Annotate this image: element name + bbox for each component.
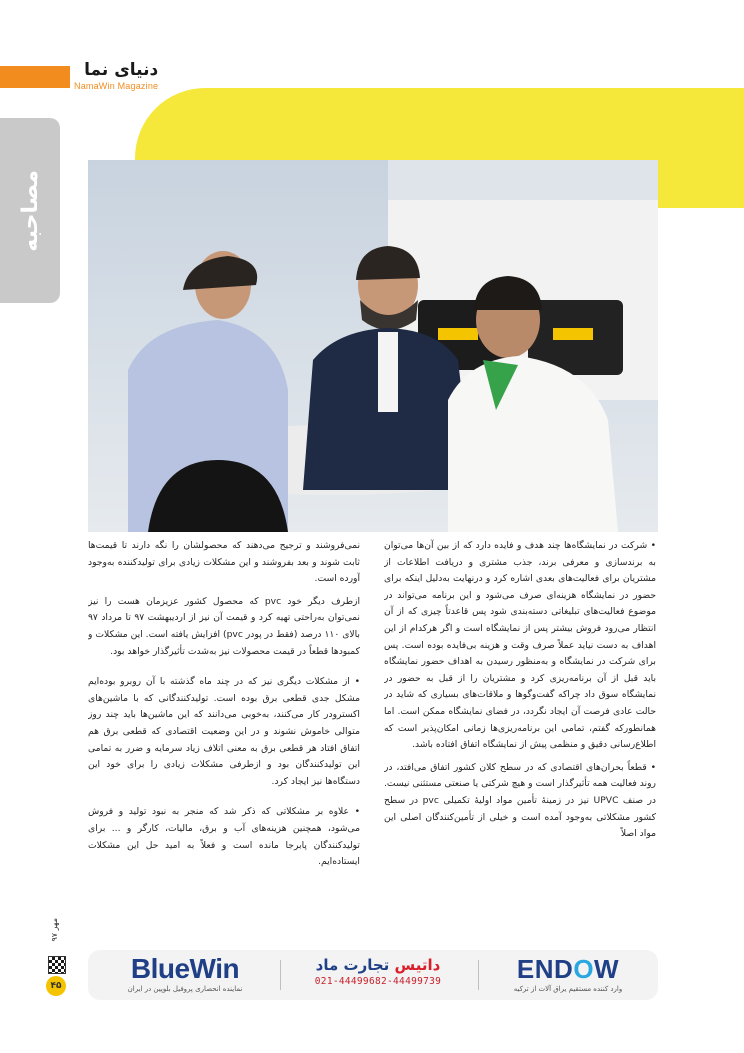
page-number: ۴۵ [46,976,66,996]
endow-logo-right: W [594,954,620,984]
article-paragraph: • از مشکلات دیگری نیز که در چند ماه گذشته با آن روبرو بوده‌ایم مشکل جدی قطعی برق بوده است. تولیدکنندگانی که با ماشین‌های اکسترودر کار می‌کنند، به‌خوبی می‌دانند که این ماشین‌ها باید چند روز متوالی خاموش نشوند و در این وضعیت اقتصادی که قطعی برق هم اتفاق افتاد هر قطعی برق به معنی اتلاف زیاد سرمایه و ضرر به تمامی این تولیدکنندگان بود و ازطرفی مشکلات زیادی را برای خود این دستگاه‌ها نیز ایجاد کرد. [88,676,360,787]
ad-banner[interactable] [88,950,658,1000]
datis-title-blue: تجارت ماد [315,956,390,974]
section-tab-label: مصاحبه [17,169,43,252]
ad-divider [478,960,479,990]
interview-photo [88,160,658,532]
magazine-logo-subtitle: NamaWin Magazine [74,81,159,91]
bluewin-logo: BlueWin [130,953,240,984]
endow-logo [488,954,648,984]
article-paragraph: ازطرف دیگر خود pvc که محصول کشور عزیزمان هست را نیز نمی‌توان به‌راحتی تهیه کرد و قیمت آن نیز از اردیبهشت ۹۷ تا مرداد ۹۷ بالای ۱۱۰ درصد (فقط در پودر pvc) افزایش یافته است. این مشکلات و کمبودها قطعاً در قیمت محصولات نیز به‌شدت تأثیرگذار خواهد بود. [88,595,360,657]
ad-divider [280,960,281,990]
endow-logo-o: O [573,954,595,984]
bluewin-tagline: نماینده انحصاری پروفیل بلوپین در ایران [127,985,243,993]
issue-date: مهر ۹۷ [50,918,59,942]
checkered-flag-icon [48,956,66,974]
ad-bluewin[interactable] [100,954,270,996]
magazine-logo [74,60,158,91]
endow-logo-left: END [516,954,574,984]
datis-title-red: داتیس [394,956,441,974]
article-paragraph: نمی‌فروشند و ترجیح می‌دهند که محصولشان را نگه دارند تا قیمت‌ها ثابت شوند و بعد بفروشند و این مشکلات زیادی برای تولیدکننده به‌وجود آورده است. [88,540,360,585]
endow-tagline: وارد کننده مستقیم یراق آلات از ترکیه [513,985,623,993]
section-tab [0,118,60,303]
article-paragraph: • شرکت در نمایشگاه‌ها چند هدف و فایده دارد که از بین آن‌ها می‌توان به برندسازی و معرفی برند، جذب مشتری و دریافت اطلاعات از مشتریان برای فعالیت‌های بعدی اشاره کرد و درنهایت به‌دلیل اینکه برای حضور در نمایشگاه هزینه‌ای صرف می‌شود و این برنامه می‌تواند در موضوع فعالیت‌های تبلیغاتی دسته‌بندی شود پس قاعدتاً چیزی که از آن انتظار می‌رود فروش بیشتر پس از نمایشگاه است و اگر هرکدام از این اهداف به دست نیاید عملاً صرف وقت و هزینه بی‌فایده بوده است. پس برای شرکت در نمایشگاه و به‌منظور رسیدن به اهداف حضور نمایشگاه باید قبل از آن برنامه‌ریزی کرد و مشتریان را از قبل به حضور در نمایشگاه سوق داد چراکه گفت‌وگوها و ملاقات‌های بسیاری که شاید در حالت عادی فرصت آن ایجاد نگردد، در فضای نمایشگاه ممکن است. اما همانطورکه گفتم، تمامی این برنامه‌ریزی‌ها زمانی امکان‌پذیر است که اطلاع‌رسانی دقیق و منظمی پیش از نمایشگاه اتفاق افتاده باشد. [384,540,656,751]
interview-photo-illustration [88,160,658,532]
page-footer [46,918,68,998]
ad-endow[interactable] [488,954,648,996]
article-column-left [88,538,360,938]
article-paragraph: • قطعاً بحران‌های اقتصادی که در سطح کلان کشور اتفاق می‌افتد، در روند فعالیت همه تأثیرگذار است و هیچ شرکتی یا صنعتی مستثنی نیست. در صنف UPVC نیز در زمینهٔ تأمین مواد اولیهٔ تکمیلی pvc در سطح کشور مشکلاتی به‌وجود آمده است و خیلی از تأمین‌کنندگان اصلی این مواد اصلاً [384,761,656,840]
datis-phone: 021-44499682-44499739 [314,976,442,987]
article-column-right [384,538,656,938]
ad-datis[interactable] [288,954,468,996]
header-accent-bar [0,66,70,88]
datis-title [288,954,468,976]
article-paragraph: • علاوه بر مشکلاتی که ذکر شد که منجر به نبود تولید و فروش می‌شود، همچنین هزینه‌های آب و برق، مالیات، کارگر و ... برای تولیدکنندگان پابرجا مانده است و فعلاً به امید حل این مشکلات ایستاده‌ایم. [88,806,360,868]
magazine-logo-text: دنیای نما [84,60,159,80]
